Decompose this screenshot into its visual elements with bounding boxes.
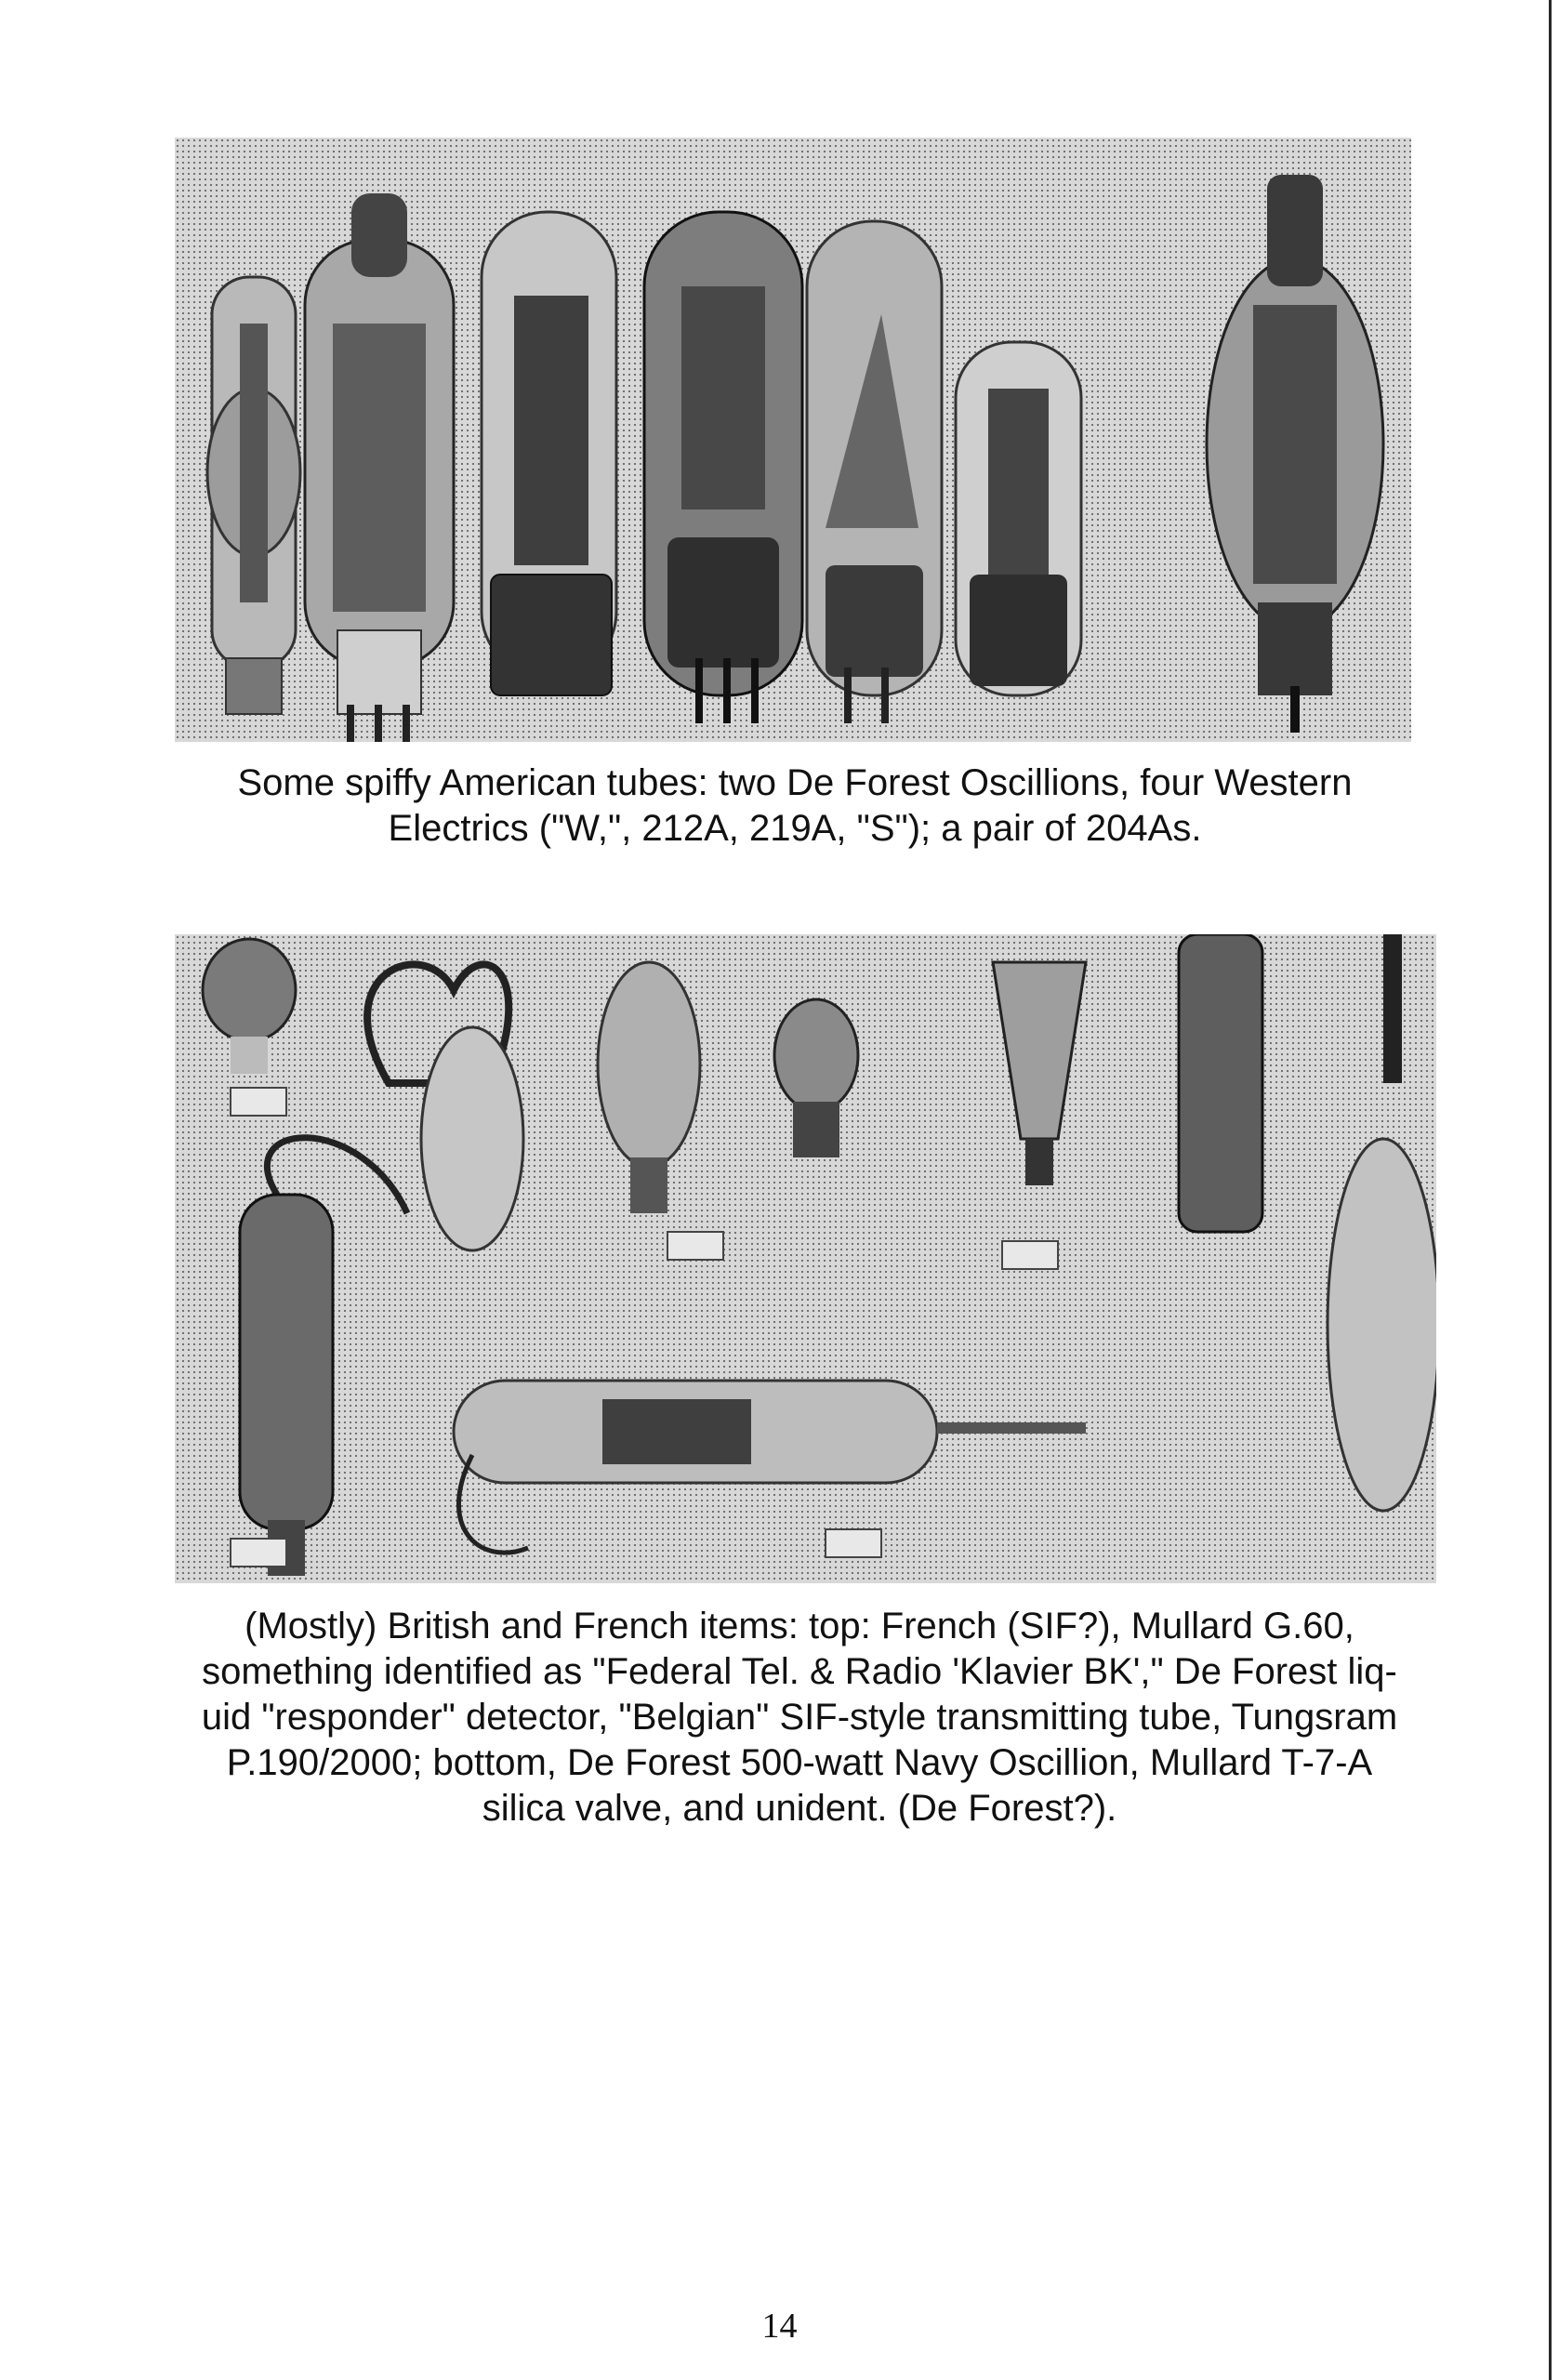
tube-sif xyxy=(203,939,296,1074)
caption-british-french-items xyxy=(158,1604,1441,1831)
tube-6 xyxy=(956,342,1081,695)
caption-line: Electrics ("W,", 212A, 219A, "S"); a pair of 204As. xyxy=(388,808,1202,849)
tube-3 xyxy=(482,212,616,695)
photo-british-french-items xyxy=(175,934,1436,1583)
tube-7 xyxy=(1207,175,1383,733)
british-french-items-illustration xyxy=(175,934,1436,1583)
caption-line: Some spiffy American tubes: two De Forest Oscillions, four Western xyxy=(237,762,1353,803)
tube-belgian-sif xyxy=(993,962,1086,1185)
tube-unidentified xyxy=(1328,1139,1436,1511)
caption-line: uid "responder" detector, "Belgian" SIF-style transmitting tube, Tungsram xyxy=(201,1697,1398,1738)
caption-american-tubes xyxy=(158,760,1432,852)
page-number: 14 xyxy=(761,2307,798,2346)
tube-2 xyxy=(305,193,454,742)
page-edge-line xyxy=(1549,0,1552,2380)
tube-navy-oscillion xyxy=(240,1138,407,1576)
caption-line: something identified as "Federal Tel. & Radio 'Klavier BK'," De Forest liq- xyxy=(202,1651,1397,1692)
tube-5 xyxy=(807,221,942,723)
caption-line: P.190/2000; bottom, De Forest 500-watt Navy Oscillion, Mullard T-7-A xyxy=(226,1742,1373,1783)
tube-klavier xyxy=(598,962,700,1213)
tube-mullard-t7a xyxy=(454,1381,1086,1553)
caption-line: (Mostly) British and French items: top: French (SIF?), Mullard G.60, xyxy=(244,1606,1354,1646)
american-tubes-illustration xyxy=(175,138,1411,742)
tube-mullard-g60 xyxy=(367,964,523,1250)
tube-4 xyxy=(644,212,802,723)
photo-american-tubes xyxy=(175,138,1411,742)
caption-line: silica valve, and unident. (De Forest?). xyxy=(482,1788,1117,1829)
tube-1 xyxy=(207,277,300,714)
liquid-responder-detector xyxy=(774,999,858,1157)
